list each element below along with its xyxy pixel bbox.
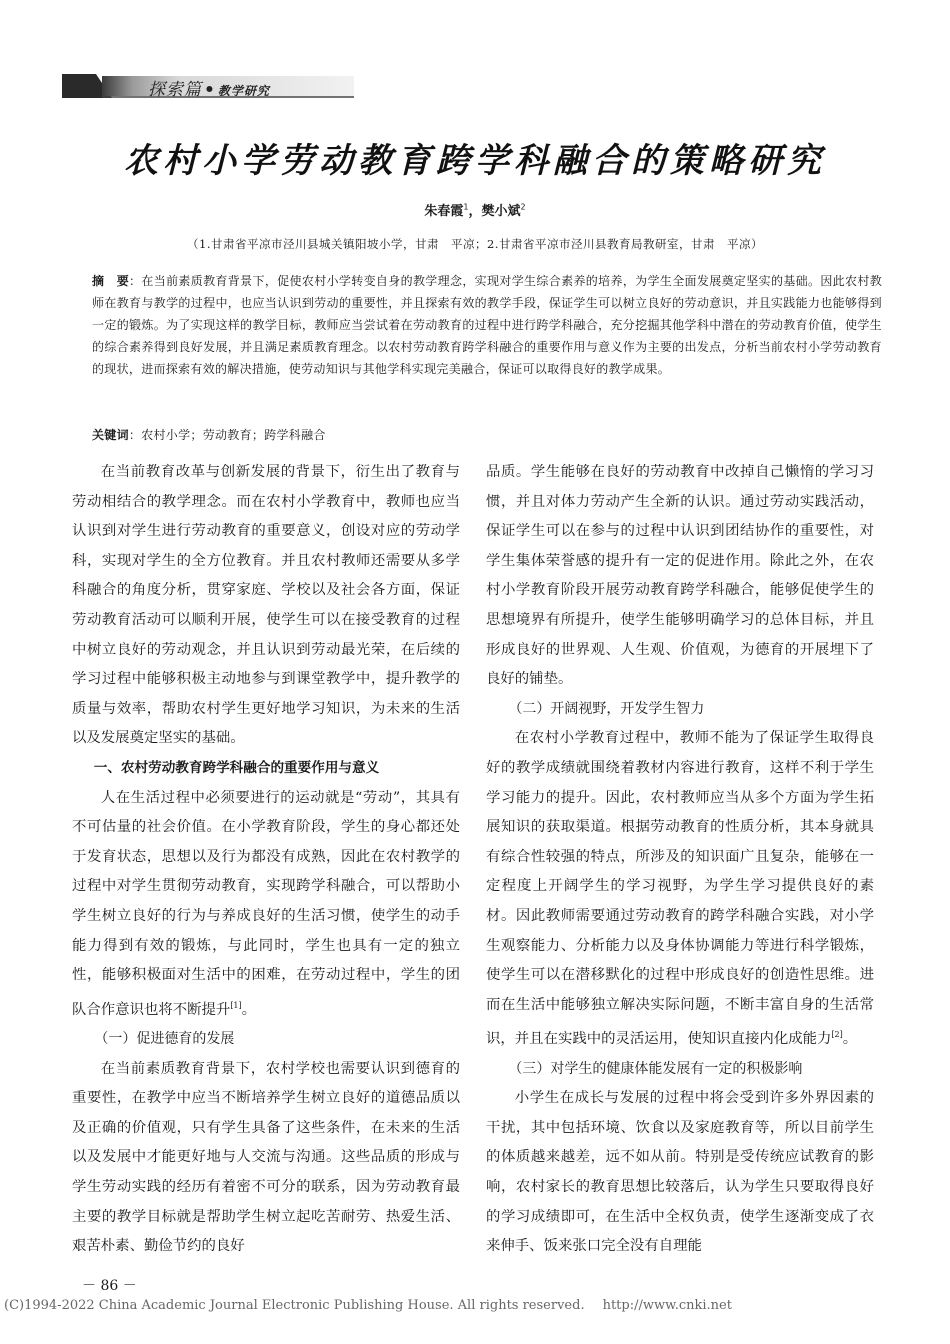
author-line [0,200,950,219]
author-separator: ， [468,204,482,219]
section-header [148,75,270,100]
keywords-label: 关键词 [92,428,129,442]
keywords-text: ：农村小学；劳动教育；跨学科融合 [128,428,326,442]
keywords [92,426,882,443]
abstract-text: ：在当前素质教育背景下，促使农村小学转变自身的教学理念，实现对学生综合素养的培养，为学生全面发展奠定坚实的基础。因此农村教师在教育与教学的过程中，也应当认识到劳动的重要性，并且探索有效的教学手段，保证学生可以树立良好的劳动意识，并且实践能力也能够得到一定的锻炼。为了实现这样的教学目标，教师应当尝试着在劳动教育的过程中进行跨学科融合，充分挖掘其他学科中潜在的劳动教育价值，使学生的综合素养得到良好发展，并且满足素质教育理念。以农村劳动教育跨学科融合的重要作用与意义作为主要的出发点，分析当前农村小学劳动教育的现状，进而探索有效的解决措施，使劳动知识与其他学科实现完美融合，保证可以取得良好的教学成果。 [92,274,883,376]
author-2-affil: 2 [520,202,526,212]
paragraph: 小学生在成长与发展的过程中将会受到许多外界因素的干扰，其中包括环境、饮食以及家庭教育等，所以目前学生的体质越来越差，远不如从前。特别是受传统应试教育的影响，农村家长的教育思想比较落后，认为学生只要取得良好的学习成绩即可，在生活中全权负责，使学生逐渐变成了衣来伸手、饭来张口完全没有自理能 [486,1090,874,1255]
page-number: － 86 － [82,1278,137,1294]
paragraph-end: 。 [241,1001,257,1018]
copyright-text: (C)1994-2022 China Academic Journal Electronic Publishing House. All rights reserved. [4,1298,585,1313]
paragraph [72,784,460,1026]
section-name: 探索篇 [148,80,202,100]
subsection-heading: （二）开阔视野，开发学生智力 [508,700,705,717]
paragraph-end: 。 [842,1031,858,1048]
paragraph: 在当前素质教育背景下，农村学校也需要认识到德育的重要性，在教学中应当不断培养学生树立良好的道德品质以及正确的价值观，只有学生具备了这些条件，在未来的生活以及发展中才能更好地与人交流与沟通。这些品质的形成与学生劳动实践的经历有着密不可分的联系，因为劳动教育最主要的教学目标就是帮助学生树立起吃苦耐劳、热爱生活、艰苦朴素、勤俭节约的良好 [72,1060,460,1255]
paragraph: 品质。学生能够在良好的劳动教育中改掉自己懒惰的学习习惯，并且对体力劳动产生全新的认识。通过劳动实践活动，保证学生可以在参与的过程中认识到团结协作的重要性，对学生集体荣誉感的提升有一定的促进作用。除此之外，在农村小学教育阶段开展劳动教育跨学科融合，能够促使学生的思想境界有所提升，使学生能够明确学习的总体目标，并且形成良好的世界观、人生观、价值观，为德育的开展埋下了良好的铺垫。 [486,464,874,688]
subsection-heading: （一）促进德育的发展 [94,1031,235,1048]
paragraph-text: 在农村小学教育过程中，教师不能为了保证学生取得良好的教学成绩就围绕着教材内容进行教育，这样不利于学生学习能力的提升。因此，农村教师应当从多个方面为学生拓展知识的获取渠道。根据劳动教育的性质分析，其本身就具有综合性较强的特点，所涉及的知识面广且复杂，能够在一定程度上开阔学生的学习视野，为学生学习提供良好的素材。因此教师需要通过劳动教育的跨学科融合实践，对小学生观察能力、分析能力以及身体协调能力等进行科学锻炼，使学生可以在潜移默化的过程中形成良好的创造性思维。进而在生活中能够独立解决实际问题，不断丰富自身的生活常识，并且在实践中的灵活运用，使知识直接内化成能力 [486,730,874,1048]
author-2: 樊小斌 [481,204,521,219]
paragraph-text: 人在生活过程中必须要进行的运动就是“劳动”，其具有不可估量的社会价值。在小学教育阶段，学生的身心都还处于发育状态，思想以及行为都没有成熟，因此在农村教学的过程中对学生贯彻劳动教育，实现跨学科融合，可以帮助小学生树立良好的行为与养成良好的生活习惯，使学生的动手能力得到有效的锻炼，与此同时，学生也具有一定的独立性，能够积极面对生活中的困难，在劳动过程中，学生的团队合作意识也将不断提升 [72,789,460,1018]
citation: [1] [230,1000,242,1010]
paper-title: 农村小学劳动教育跨学科融合的策略研究 [124,141,826,181]
paragraph: 在当前教育改革与创新发展的背景下，衍生出了教育与劳动相结合的教学理念。而在农村小学教育中，教师也应当认识到对学生进行劳动教育的重要意义，创设对应的劳动学科，实现对学生的全方位教育。并且农村教师还需要从多学科融合的角度分析，贯穿家庭、学校以及社会各方面，保证劳动教育活动可以顺利开展，使学生可以在接受教育的过程中树立良好的劳动观念，并且认识到劳动最光荣，在后续的学习过程中能够积极主动地参与到课堂教学中，提升教学的质量与效率，帮助农村学生更好地学习知识，为未来的生活以及发展奠定坚实的基础。 [72,464,460,747]
author-1-affil: 1 [463,202,469,212]
section-separator: • [204,80,216,100]
copyright-footer [4,1298,944,1313]
citation: [2] [831,1030,843,1040]
affiliation: （1.甘肃省平凉市泾川县城关镇阳坡小学，甘肃 平凉；2.甘肃省平凉市泾川县教育局教研室，甘肃 平凉） [187,237,763,251]
author-1: 朱春霞 [424,204,464,219]
abstract [92,270,882,380]
right-column [486,458,874,1262]
section-heading: 一、农村劳动教育跨学科融合的重要作用与意义 [93,759,380,776]
subsection-name: 教学研究 [217,84,270,98]
left-column [72,458,460,1262]
abstract-label: 摘 要 [92,274,130,288]
subsection-heading: （三）对学生的健康体能发展有一定的积极影响 [508,1060,803,1077]
paragraph [486,724,874,1054]
cnki-link[interactable]: http://www.cnki.net [602,1298,732,1313]
